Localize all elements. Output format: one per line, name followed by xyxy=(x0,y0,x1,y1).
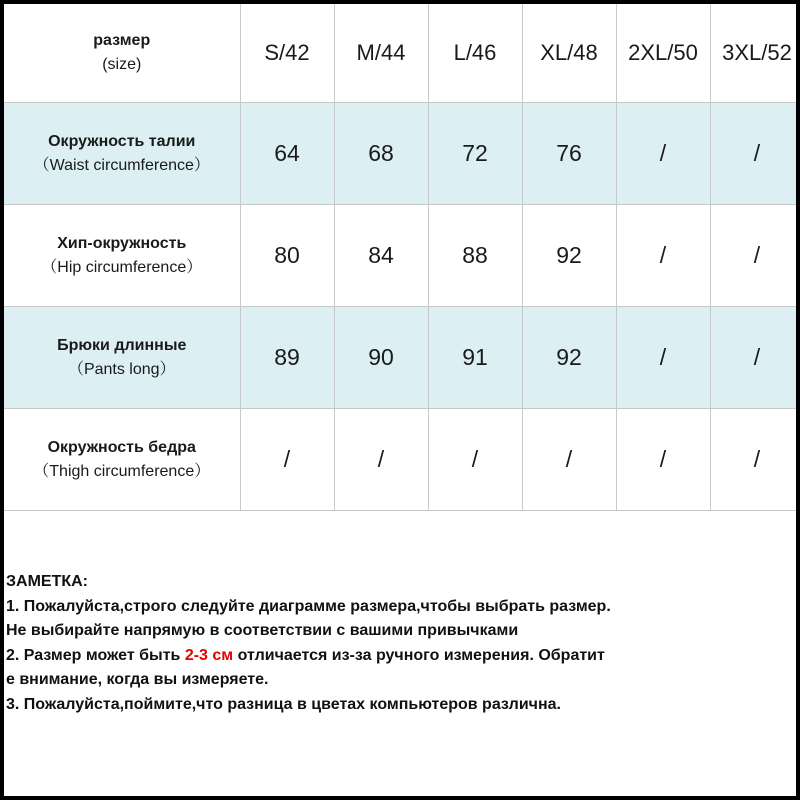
size-column-header: XL/48 xyxy=(522,4,616,103)
table-cell: 92 xyxy=(522,205,616,307)
table-row-pants-long xyxy=(4,307,796,409)
table-cell: 80 xyxy=(240,205,334,307)
note-line: 3. Пожалуйста,поймите,что разница в цветах компьютеров различна. xyxy=(6,695,561,713)
row-label-ru: Окружность талии xyxy=(48,132,196,150)
size-column-header: M/44 xyxy=(334,4,428,103)
notes-section xyxy=(6,570,796,717)
size-column-header: L/46 xyxy=(428,4,522,103)
table-cell: / xyxy=(616,103,710,205)
table-cell: / xyxy=(616,409,710,511)
table-cell: 84 xyxy=(334,205,428,307)
note-line: 1. Пожалуйста,строго следуйте диаграмме размера,чтобы выбрать размер. xyxy=(6,597,611,615)
row-label-cell xyxy=(4,205,240,307)
table-row-thigh xyxy=(4,409,796,511)
table-cell: / xyxy=(710,205,796,307)
table-cell: 72 xyxy=(428,103,522,205)
table-cell: 91 xyxy=(428,307,522,409)
row-label-en: （Hip circumference） xyxy=(41,258,203,276)
table-cell: 76 xyxy=(522,103,616,205)
table-cell: 68 xyxy=(334,103,428,205)
table-cell: 89 xyxy=(240,307,334,409)
size-column-header: 3XL/52 xyxy=(710,4,796,103)
size-table xyxy=(4,4,796,511)
row-label-ru: Брюки длинные xyxy=(57,336,187,354)
table-cell: / xyxy=(710,307,796,409)
note-line xyxy=(6,644,796,669)
table-cell: / xyxy=(334,409,428,511)
table-cell: / xyxy=(428,409,522,511)
table-cell: / xyxy=(240,409,334,511)
row-label-en: （Thigh circumference） xyxy=(33,462,211,480)
note-line: е внимание, когда вы измеряете. xyxy=(6,671,269,688)
size-column-header: 2XL/50 xyxy=(616,4,710,103)
row-label-cell xyxy=(4,103,240,205)
table-cell: / xyxy=(710,103,796,205)
row-label-en: （Waist circumference） xyxy=(33,156,210,174)
note-line: Не выбирайте напрямую в соответствии с вашими привычками xyxy=(6,622,519,639)
table-cell: 90 xyxy=(334,307,428,409)
note-text: 2. Размер может быть xyxy=(6,646,185,664)
table-cell: / xyxy=(616,205,710,307)
notes-title: ЗАМЕТКА: xyxy=(6,573,88,590)
row-label-cell xyxy=(4,409,240,511)
table-cell: 64 xyxy=(240,103,334,205)
table-row-hip xyxy=(4,205,796,307)
note-highlight: 2-3 см xyxy=(184,646,234,664)
size-chart-page xyxy=(4,4,796,796)
table-cell: / xyxy=(522,409,616,511)
header-label-cell xyxy=(4,4,240,103)
table-header-row xyxy=(4,4,796,103)
row-label-cell xyxy=(4,307,240,409)
row-label-en: （Pants long） xyxy=(67,360,176,378)
table-cell: 88 xyxy=(428,205,522,307)
table-cell: 92 xyxy=(522,307,616,409)
size-label-en: (size) xyxy=(102,56,142,73)
row-label-ru: Хип-окружность xyxy=(57,234,187,252)
row-label-ru: Окружность бедра xyxy=(47,438,196,456)
table-cell: / xyxy=(710,409,796,511)
size-label-ru: размер xyxy=(93,32,151,49)
table-row-waist xyxy=(4,103,796,205)
note-text: отличается из-за ручного измерения. Обратит xyxy=(233,646,605,664)
size-column-header: S/42 xyxy=(240,4,334,103)
table-cell: / xyxy=(616,307,710,409)
